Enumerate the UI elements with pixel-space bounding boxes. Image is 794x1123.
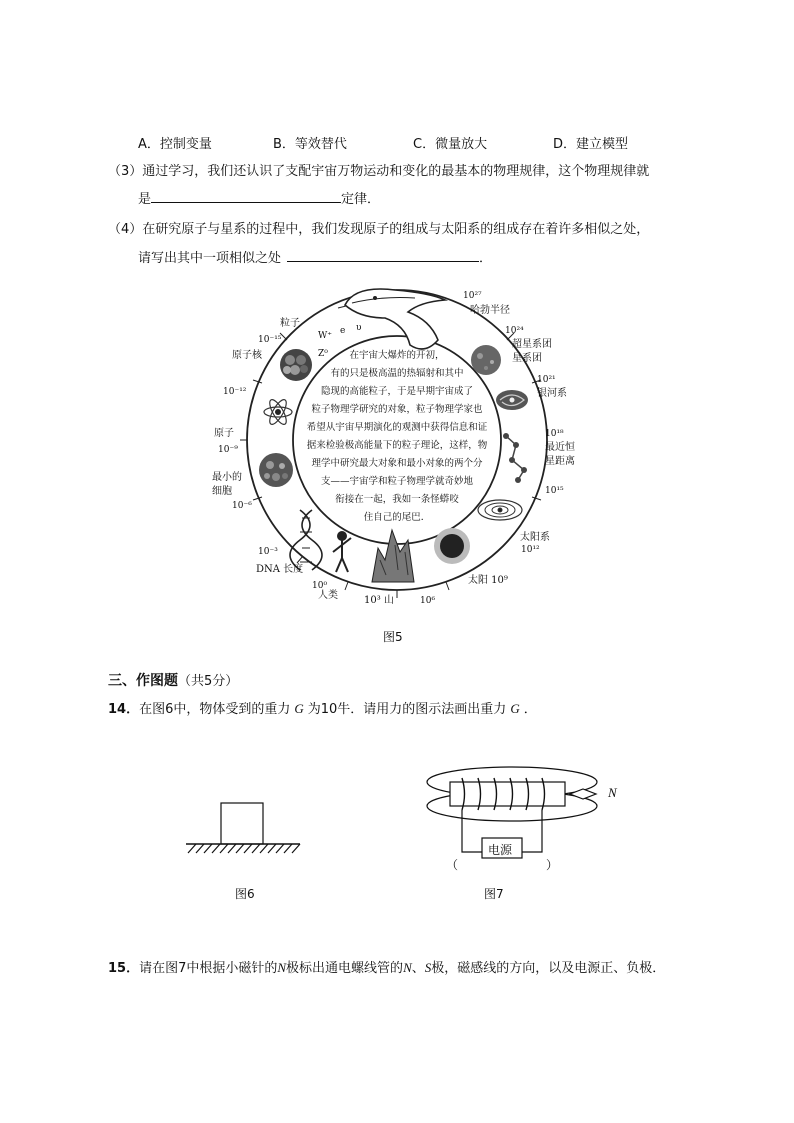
paren-right: ） bbox=[546, 858, 559, 872]
atom-image bbox=[264, 397, 292, 426]
center-text-line: 据来检验极高能量下的粒子理论，这样，物 bbox=[306, 440, 488, 451]
label-exp-m12: 10⁻¹² bbox=[223, 387, 247, 397]
figure-6 bbox=[180, 795, 310, 865]
label-nu: υ bbox=[356, 323, 362, 333]
label-cell-1: 最小的 bbox=[212, 472, 242, 483]
center-text-line: 在宇宙大爆炸的开初， bbox=[349, 350, 445, 361]
label-galaxy: 银河系 bbox=[537, 388, 567, 399]
center-text-line: 住自己的尾巴． bbox=[363, 512, 431, 523]
wire-right bbox=[522, 810, 542, 852]
label-star-2: 星距离 bbox=[545, 456, 575, 467]
label-e: e bbox=[340, 326, 346, 336]
option-a: A．控制变量 bbox=[138, 137, 212, 152]
label-hubble: 哈勃半径 bbox=[470, 305, 510, 316]
label-cluster-2: 星系团 bbox=[512, 353, 542, 364]
q13-part4-prefix: 请写出其中一项相似之处 bbox=[138, 251, 282, 266]
compass-n-label: N bbox=[608, 785, 617, 800]
q13-part3-suffix: 定律． bbox=[341, 192, 381, 207]
option-b: B．等效替代 bbox=[273, 137, 347, 152]
label-solar-1: 太阳系 bbox=[520, 532, 550, 543]
label-cluster-1: 超星系团 bbox=[512, 339, 552, 350]
q14-text-b: 为10牛．请用力的图示法画出重力 bbox=[307, 702, 507, 717]
solenoid-core bbox=[450, 782, 565, 806]
center-text-line: 衔接在一起，我如一条怪蟒咬 bbox=[335, 494, 459, 505]
wire-left bbox=[462, 810, 482, 852]
figure-7 bbox=[420, 760, 640, 880]
section-3-title: 三、作图题 bbox=[108, 673, 178, 689]
q15-text-a: 请在图7中根据小磁针的 bbox=[139, 961, 278, 976]
q14-g1: G bbox=[294, 701, 304, 716]
ground-hatching bbox=[188, 844, 300, 853]
star-distance-image bbox=[503, 433, 527, 483]
supercluster-image bbox=[471, 345, 501, 375]
center-text-line: 支——宇宙学和粒子物理学就奇妙地 bbox=[320, 476, 474, 487]
q14-number: 14． bbox=[108, 702, 140, 717]
label-solar-2: 10¹² bbox=[521, 545, 540, 555]
label-exp-15: 10¹⁵ bbox=[545, 486, 564, 496]
label-exp-27: 10²⁷ bbox=[463, 291, 482, 301]
q13-part3-line1: （3）通过学习，我们还认识了支配宇宙万物运动和变化的最基本的物理规律，这个物理规律就 bbox=[108, 164, 650, 179]
label-exp-0: 10⁰ bbox=[312, 581, 328, 591]
snake-head-icon bbox=[338, 289, 445, 349]
center-text-line: 希望从宇宙早期演化的观测中获得信息和证 bbox=[306, 422, 488, 433]
mountain-image bbox=[372, 530, 414, 582]
block bbox=[221, 803, 263, 844]
question-15 bbox=[108, 957, 665, 976]
cell-image bbox=[259, 453, 293, 487]
compass-needle bbox=[570, 789, 596, 799]
label-z: Z⁰ bbox=[318, 349, 328, 359]
sun-image bbox=[434, 528, 470, 564]
center-text-line: 理学中研究最大对象和最小对象的两个分 bbox=[311, 458, 483, 469]
label-star-1: 最近恒 bbox=[545, 442, 575, 453]
q15-text-d: 极，磁感线的方向，以及电源正、负极． bbox=[431, 961, 666, 976]
dna-image bbox=[290, 510, 322, 570]
q15-s: S bbox=[424, 960, 432, 975]
section-3-heading bbox=[108, 670, 238, 690]
galaxy-image bbox=[496, 390, 528, 410]
q13-part4-suffix: ． bbox=[479, 251, 493, 266]
label-star-exp: 10¹⁸ bbox=[545, 429, 564, 439]
q15-number: 15． bbox=[108, 961, 140, 976]
solar-system-image bbox=[478, 500, 522, 520]
human-image bbox=[333, 532, 351, 572]
label-exp-m6: 10⁻⁶ bbox=[232, 501, 252, 511]
label-sun: 太阳 10⁹ bbox=[468, 575, 508, 586]
question-14 bbox=[108, 698, 537, 717]
label-exp-m9: 10⁻⁹ bbox=[218, 445, 238, 455]
q13-part4-line1: （4）在研究原子与星系的过程中，我们发现原子的组成与太阳系的组成存在着许多相似之处， bbox=[108, 222, 650, 237]
q15-n: N bbox=[277, 960, 287, 975]
q14-g2: G bbox=[510, 701, 520, 716]
section-3-score: （共5分） bbox=[178, 674, 239, 689]
option-c: C．微量放大 bbox=[413, 137, 488, 152]
label-exp-24: 10²⁴ bbox=[505, 326, 524, 336]
paren-left: （ bbox=[446, 858, 459, 872]
label-w: W⁺ bbox=[318, 331, 333, 341]
label-mountain: 10³ 山 bbox=[364, 595, 394, 606]
q14-text-c: ． bbox=[523, 702, 537, 717]
label-exp-m15: 10⁻¹⁵ bbox=[258, 335, 282, 345]
q13-part3-prefix: 是 bbox=[138, 192, 152, 207]
label-cell-2: 细胞 bbox=[212, 486, 232, 497]
label-atom: 原子 bbox=[214, 428, 234, 439]
figure-6-caption: 图6 bbox=[235, 887, 255, 901]
q15-text-c: 、 bbox=[411, 961, 425, 976]
center-text bbox=[307, 349, 488, 523]
center-text-line: 有的只是极高温的热辐射和其中 bbox=[330, 368, 464, 379]
figure-5-caption: 图5 bbox=[383, 630, 403, 644]
center-text-line: 隐现的高能粒子，于是早期宇宙成了 bbox=[320, 386, 474, 397]
q15-n2: N bbox=[403, 960, 412, 975]
center-text-line: 粒子物理学研究的对象，粒子物理学家也 bbox=[311, 404, 483, 415]
nucleus-image bbox=[280, 349, 312, 381]
label-dna: DNA 长度 bbox=[256, 564, 304, 575]
q15-text-b: 极标出通电螺线管的 bbox=[286, 961, 404, 976]
option-d: D．建立模型 bbox=[553, 137, 629, 152]
label-human: 人类 bbox=[318, 590, 338, 601]
label-exp-m3: 10⁻³ bbox=[258, 547, 278, 557]
figure-7-caption: 图7 bbox=[484, 887, 504, 901]
q14-text-a: 在图6中，物体受到的重力 bbox=[139, 702, 291, 717]
label-nucleus: 原子核 bbox=[232, 350, 262, 361]
power-source-label: 电源 bbox=[488, 843, 513, 857]
label-exp-21: 10²¹ bbox=[537, 375, 556, 385]
label-exp-6: 10⁶ bbox=[420, 596, 436, 606]
label-particle: 粒子 bbox=[280, 318, 300, 329]
